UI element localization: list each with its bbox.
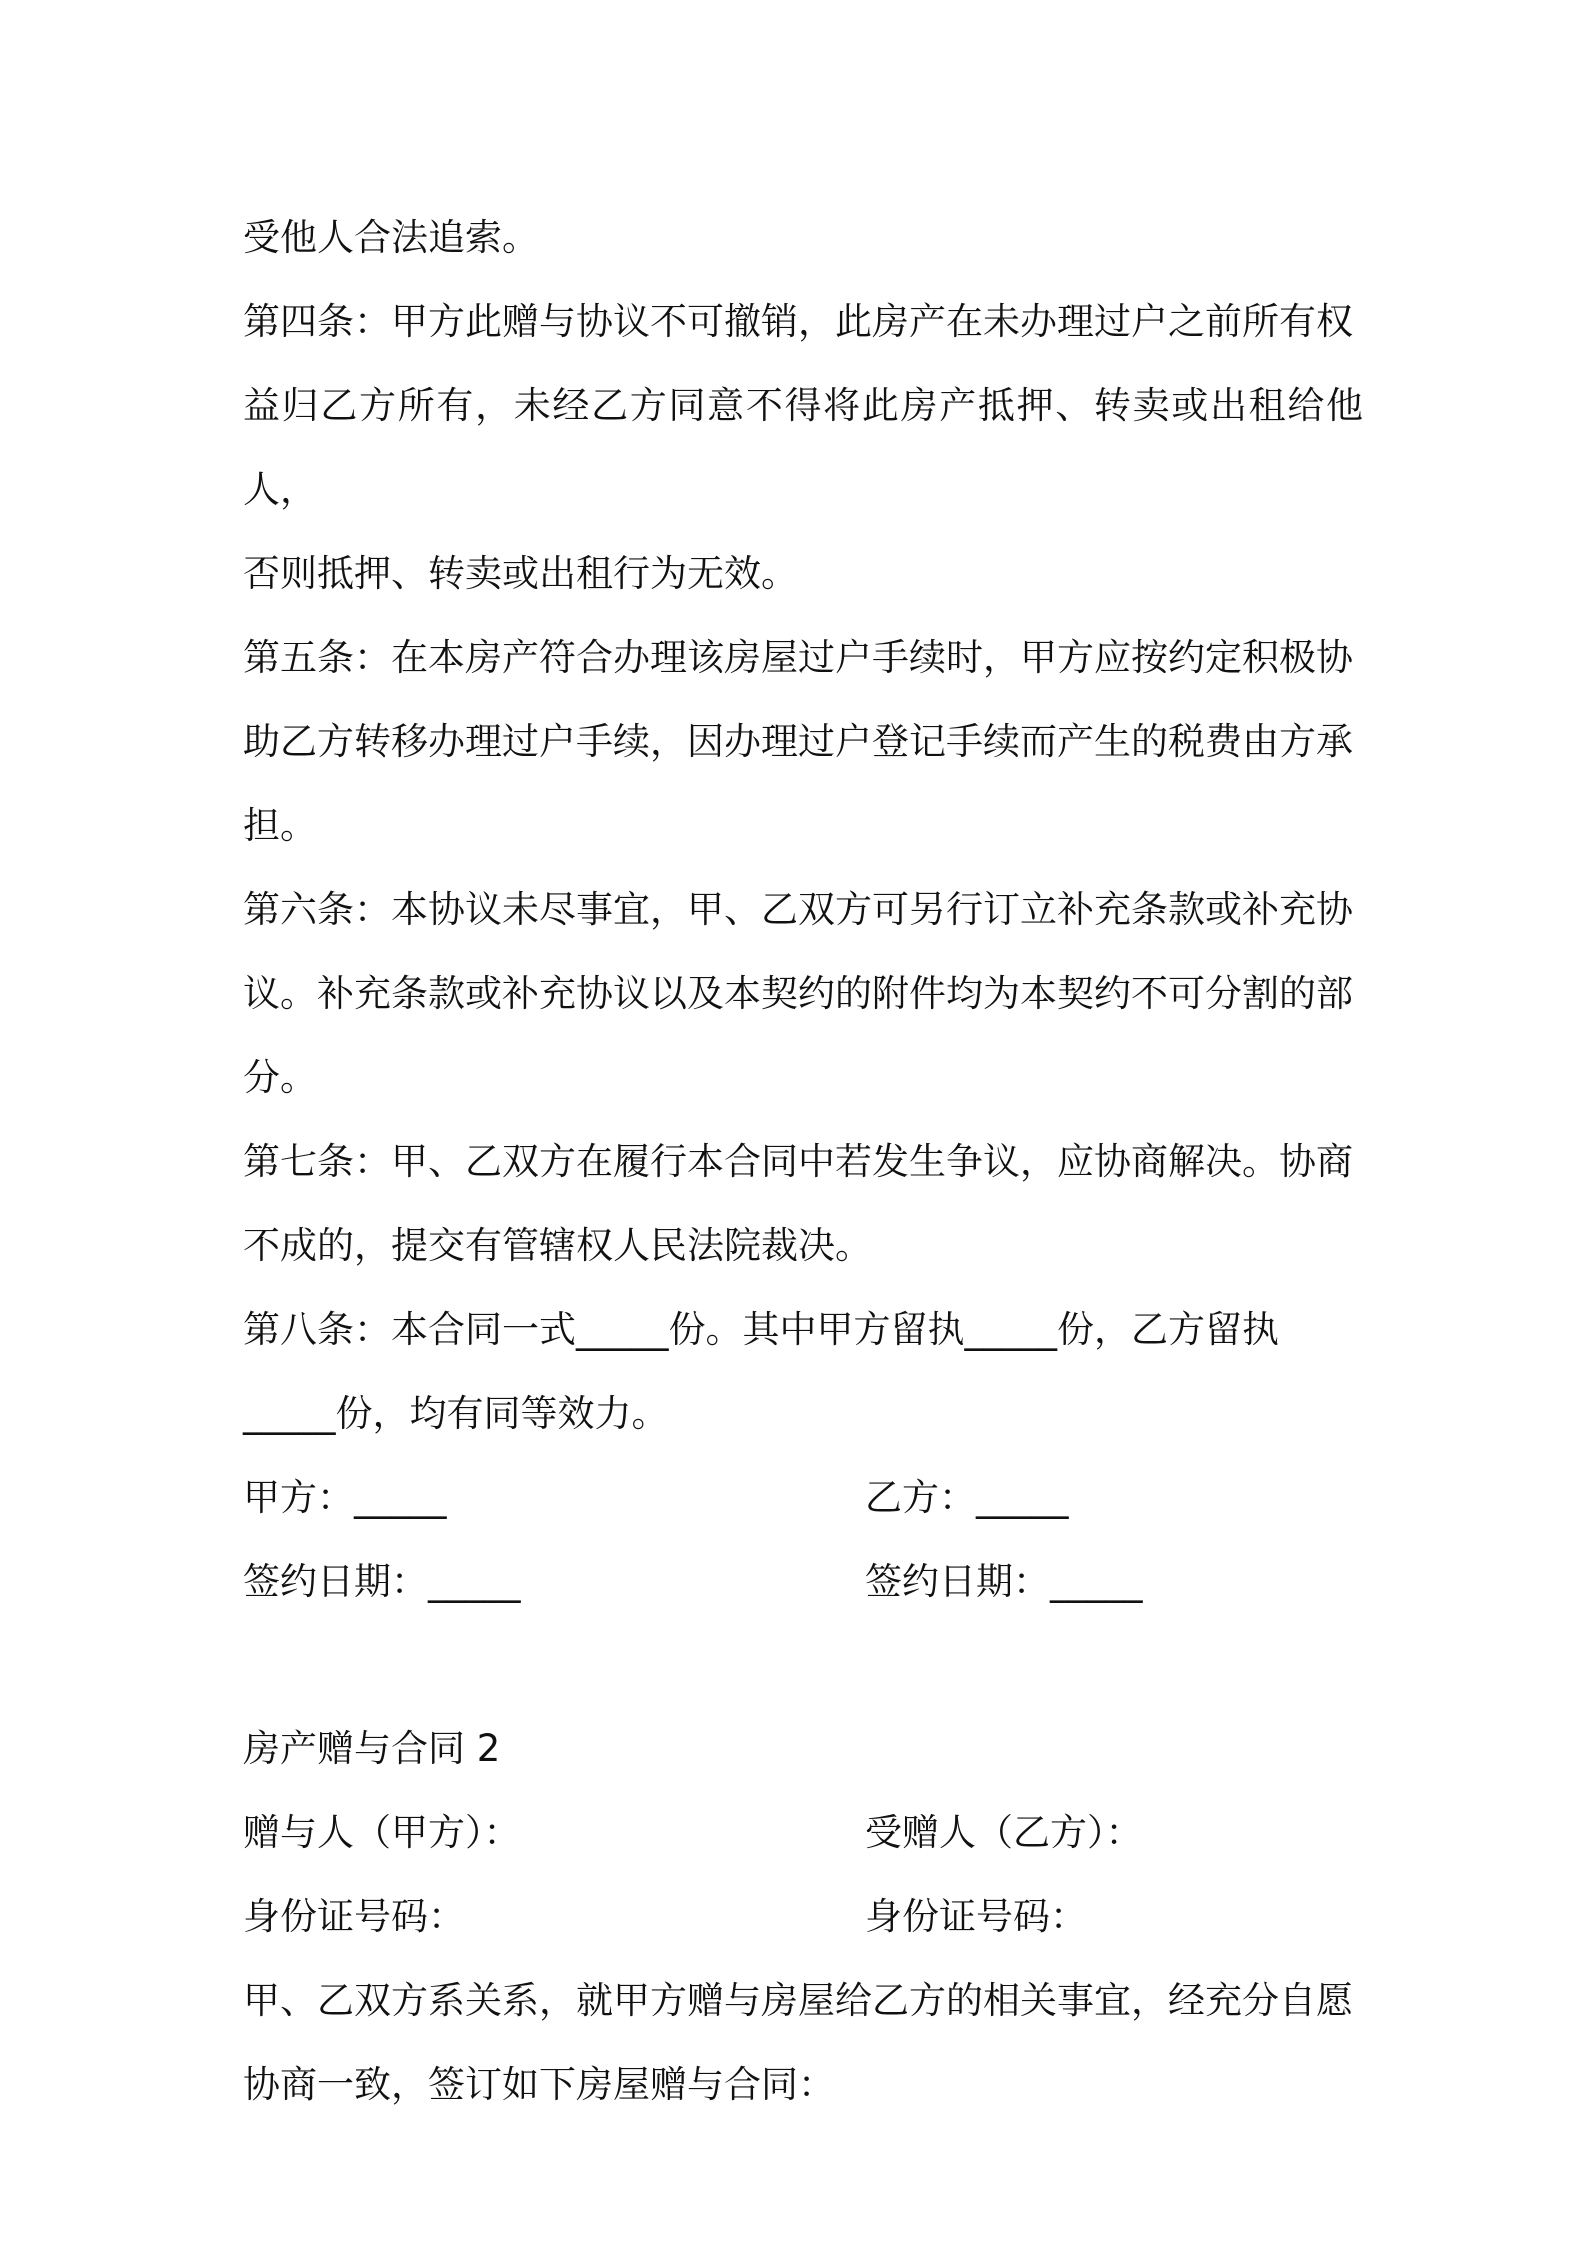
date-row [243,1540,1363,1624]
text-line: 受他人合法追索。 [243,216,539,259]
document-body [243,196,1363,2127]
text-line: 担。 [243,804,317,847]
party-b-date: 签约日期：_____ [865,1560,1143,1603]
text-line: 第七条：甲、乙双方在履行本合同中若发生争议，应协商解决。协商 [243,1140,1353,1183]
article-6 [243,868,1363,1120]
text-line: 甲、乙双方系关系，就甲方赠与房屋给乙方的相关事宜，经充分自愿 [243,1979,1353,2022]
donor-label: 赠与人（甲方）： [243,1811,521,1854]
text-line: 不成的，提交有管辖权人民法院裁决。 [243,1224,872,1267]
party-a-signature: 甲方：_____ [243,1476,447,1519]
article-4 [243,280,1363,616]
text-line: 协商一致，签订如下房屋赠与合同： [243,2063,835,2106]
text-line: 第四条：甲方此赠与协议不可撤销，此房产在未办理过户之前所有权 [243,300,1353,343]
parties-row [243,1791,1363,1875]
party-a-date: 签约日期：_____ [243,1560,521,1603]
text-line: 第六条：本协议未尽事宜，甲、乙双方可另行订立补充条款或补充协 [243,888,1353,931]
text-line: 分。 [243,1056,317,1099]
article-8 [243,1288,1363,1456]
text-line: 否则抵押、转卖或出租行为无效。 [243,552,798,595]
text-line: 益归乙方所有，未经乙方同意不得将此房产抵押、转卖或出租给他人， [243,384,1363,511]
text-line: 议。补充条款或补充协议以及本契约的附件均为本契约不可分割的部 [243,972,1353,1015]
donee-label: 受赠人（乙方）： [865,1811,1143,1854]
signature-row [243,1456,1363,1540]
donor-id-label: 身份证号码： [243,1895,465,1938]
section-spacer [243,1624,1363,1707]
text-line: _____份，均有同等效力。 [243,1392,669,1435]
text-line: 助乙方转移办理过户手续，因办理过户登记手续而产生的税费由方承 [243,720,1353,763]
party-b-signature: 乙方：_____ [865,1476,1069,1519]
section-title: 房产赠与合同 2 [243,1727,501,1770]
article-7 [243,1120,1363,1288]
text-line: 第五条：在本房产符合办理该房屋过户手续时，甲方应按约定积极协 [243,636,1353,679]
article-5 [243,616,1363,868]
donee-id-label: 身份证号码： [865,1895,1087,1938]
text-line: 第八条：本合同一式_____份。其中甲方留执_____份，乙方留执 [243,1308,1279,1351]
contract-2-title [243,1707,1363,1791]
paragraph-continuation [243,196,1363,280]
contract-2-intro [243,1959,1363,2127]
id-row [243,1875,1363,1959]
